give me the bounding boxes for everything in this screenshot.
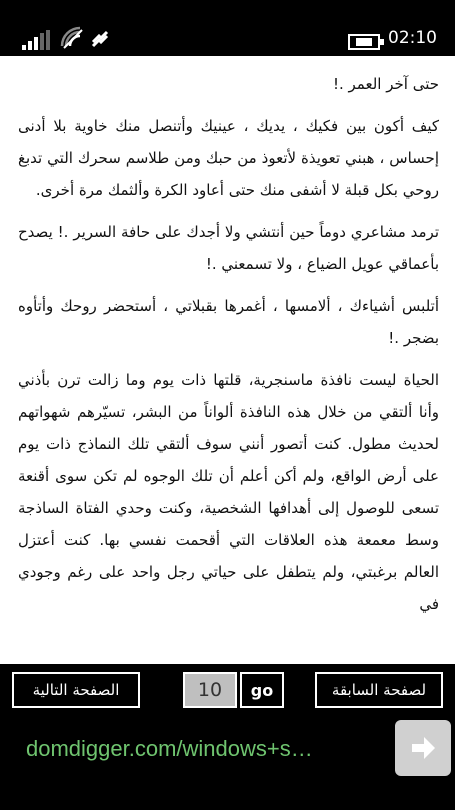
next-page-button[interactable]: الصفحة التالية xyxy=(12,672,140,708)
signal-icon xyxy=(22,30,52,50)
paragraph: ترمد مشاعري دوماً حين أنتشي ولا أجدك على حافة السرير .! يصدح بأعماقي عويل الضياع ، ولا تسمعني .! xyxy=(18,223,439,273)
paragraph: أتلبس أشياءك ، ألامسها ، أغمرها بقبلاتي ، أستحضر روحك وأتأوه بضجر .! xyxy=(18,297,439,347)
paragraph: الحياة ليست نافذة ماسنجرية، قلتها ذات يوم وما زالت ترن بأذني وأنا ألتقي من خلال هذه النافذة ألواناً من البشر، تسيّرهم شهواتهم لحديث مطول. كنت أتصور أنني سوف ألتقي تلك النماذج ذات يوم على أرض الواقع، ولم أكن أعلم أن تلك الوجوه لم تكن سوى أقنعة تسعى للوصول إلى أهدافها الشخصية، وكنت وحدي الفتاة الساذجة وسط معمعة هذه العلاقات التي أقحمت نفسي بها. كنت أعتزل العالم برغبتي، ولم يتطفل على حياتي رجل واحد على رغم وجودي في xyxy=(18,371,439,613)
go-button[interactable]: go xyxy=(240,672,284,708)
reader-page[interactable] xyxy=(0,56,455,664)
reader-text xyxy=(0,56,455,620)
paragraph: كيف أكون بين فكيك ، يديك ، عينيك وأتنصل منك خاوية بلا أدنى إحساس ، هبني تعويذة لأتعوذ من حبك ومن طلاسم سحرك التي تدبغ روحي بكل قبلة لا أشفى منك حتى أعاود الكرة وألثمك مرة أخرى. xyxy=(18,117,439,199)
previous-page-button[interactable]: لصفحة السابقة xyxy=(315,672,443,708)
wifi-icon xyxy=(60,26,84,50)
battery-charging-icon xyxy=(348,34,380,50)
status-time: 02:10 xyxy=(388,28,437,48)
paragraph: حتى آخر العمر .! xyxy=(332,75,439,93)
url-link[interactable]: domdigger.com/windows+s… xyxy=(26,736,313,761)
nfc-icon xyxy=(90,28,110,48)
forward-arrow-button[interactable] xyxy=(395,720,451,776)
status-bar xyxy=(0,0,455,56)
bottom-bar xyxy=(0,664,455,810)
page-number-input[interactable] xyxy=(183,672,237,708)
arrow-right-icon xyxy=(408,733,438,763)
